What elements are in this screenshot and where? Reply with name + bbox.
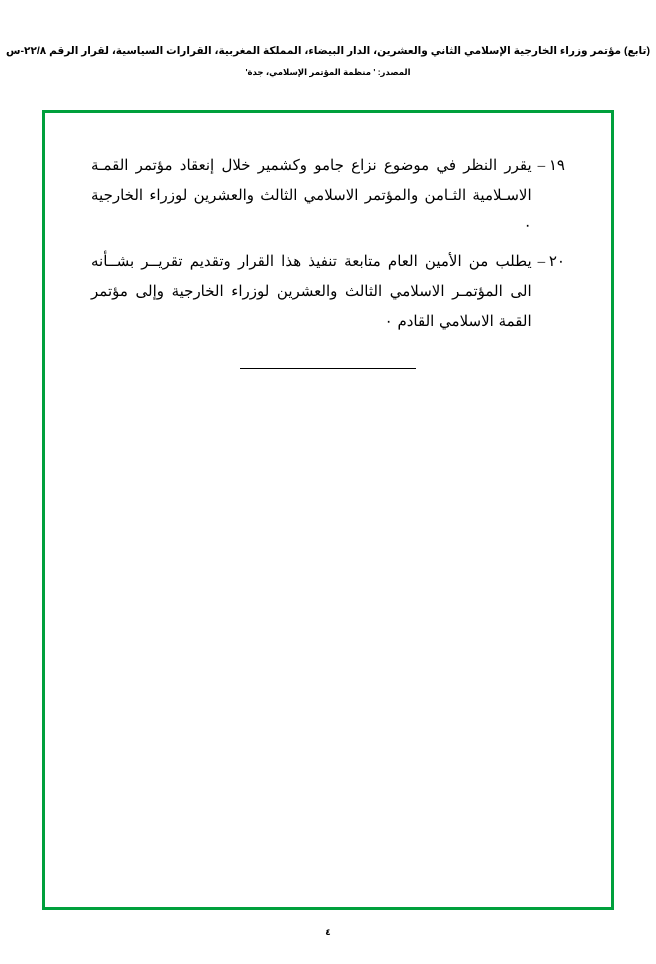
horizontal-rule-icon — [240, 368, 416, 369]
page-header — [0, 44, 656, 78]
clause-text: يطلب من الأمين العام متابعة تنفيذ هذا القرار وتقديم تقريــر بشــأنه الى المؤتمـر الاسلامي الثالث والعشرين لوزراء الخارجية وإلى مؤتمر القمة الاسلامي القادم ٠ — [91, 254, 532, 330]
clause-item — [91, 151, 565, 241]
clause-text: يقرر النظر في موضوع نزاع جامو وكشمير خلال إنعقاد مؤتمر القمـة الاسـلامية الثـامن والمؤتمر الاسلامي الثالث والعشرين لوزراء الخارجية ٠ — [91, 158, 532, 234]
header-title: (تابع) مؤتمر وزراء الخارجية الإسلامي الثاني والعشرين، الدار البيضاء، المملكة المغربية، القرارات السياسية، لقرار الرقم ٢٢/٨-س — [6, 45, 650, 57]
header-source: المصدر: ' منظمة المؤتمر الإسلامي، جدة' — [245, 67, 411, 77]
content-frame — [42, 110, 614, 910]
document-body — [91, 151, 565, 377]
section-separator — [91, 359, 565, 377]
clause-number: ٢٠ – — [537, 254, 565, 270]
clause-item — [91, 247, 565, 337]
page-number: ٤ — [325, 927, 331, 937]
clause-number: ١٩ – — [537, 158, 565, 174]
